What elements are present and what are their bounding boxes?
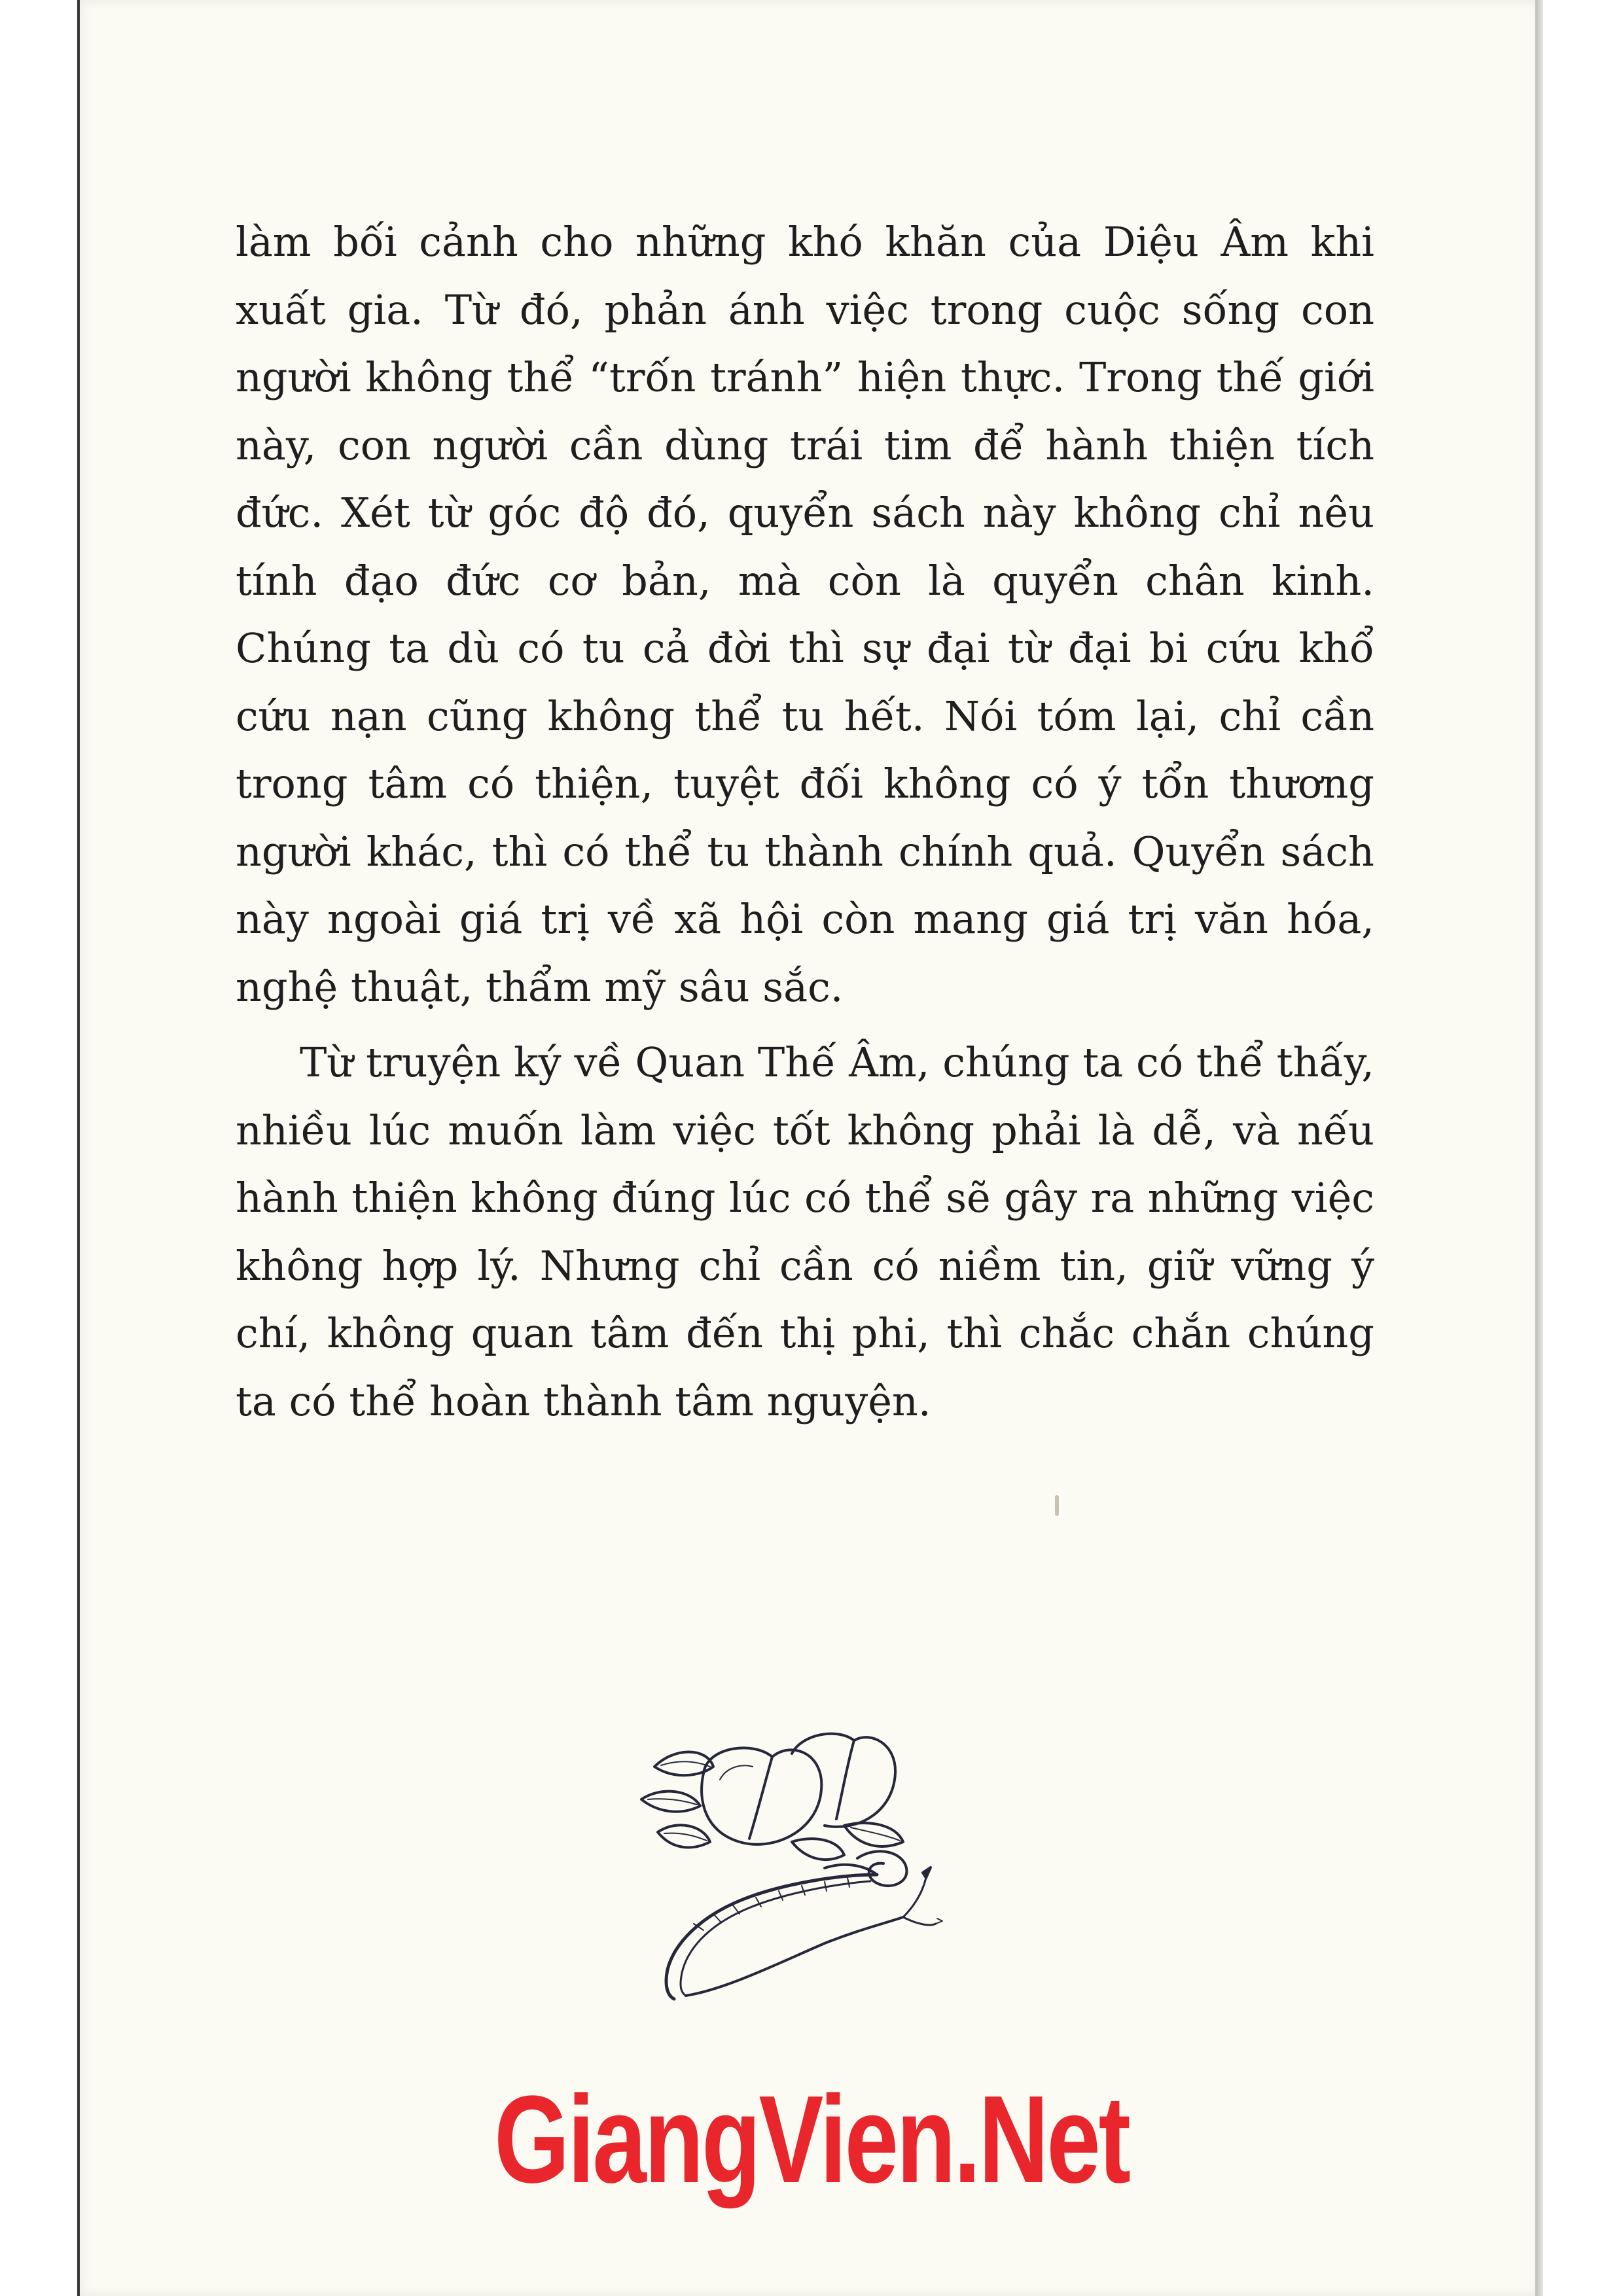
scan-right-edge xyxy=(1535,0,1543,2296)
paragraph-second: Từ truyện ký về Quan Thế Âm, chúng ta có thể thấy, nhiều lúc muốn làm việc tốt không phải là dễ, và nếu hành thiện không đúng lúc có thể sẽ gây ra những việc không hợp lý. Nhưng chỉ cần có niềm tin, giữ vững ý chí, không quan tâm đến thị phi, thì chắc chắn chúng ta có thể hoàn thành tâm nguyện. xyxy=(236,1038,1374,1425)
peach-fruit-and-branch-illustration-icon xyxy=(628,1727,969,2055)
paragraph-first: làm bối cảnh cho những khó khăn của Diệu Âm khi xuất gia. Từ đó, phản ánh việc trong cuộc sống con người không thể “trốn tránh” hiện thực. Trong thế giới này, con người cần dùng trái tim để hành thiện tích đức. Xét từ góc độ đó, quyển sách này không chỉ nêu tính đạo đức cơ bản, mà còn là quyển chân kinh. Chúng ta dù có tu cả đời thì sự đại từ đại bi cứu khổ cứu nạn cũng không thể tu hết. Nói tóm lại, chỉ cần trong tâm có thiện, tuyệt đối không có ý tổn thương người khác, thì có thể tu thành chính quả. Quyển sách này ngoài giá trị về xã hội còn mang giá trị văn hóa, nghệ thuật, thẩm mỹ sâu sắc. xyxy=(236,218,1374,1011)
scan-speck xyxy=(1055,1495,1059,1516)
page-body-text xyxy=(236,208,1374,1435)
site-watermark: GiangVien.Net xyxy=(494,2070,1129,2209)
